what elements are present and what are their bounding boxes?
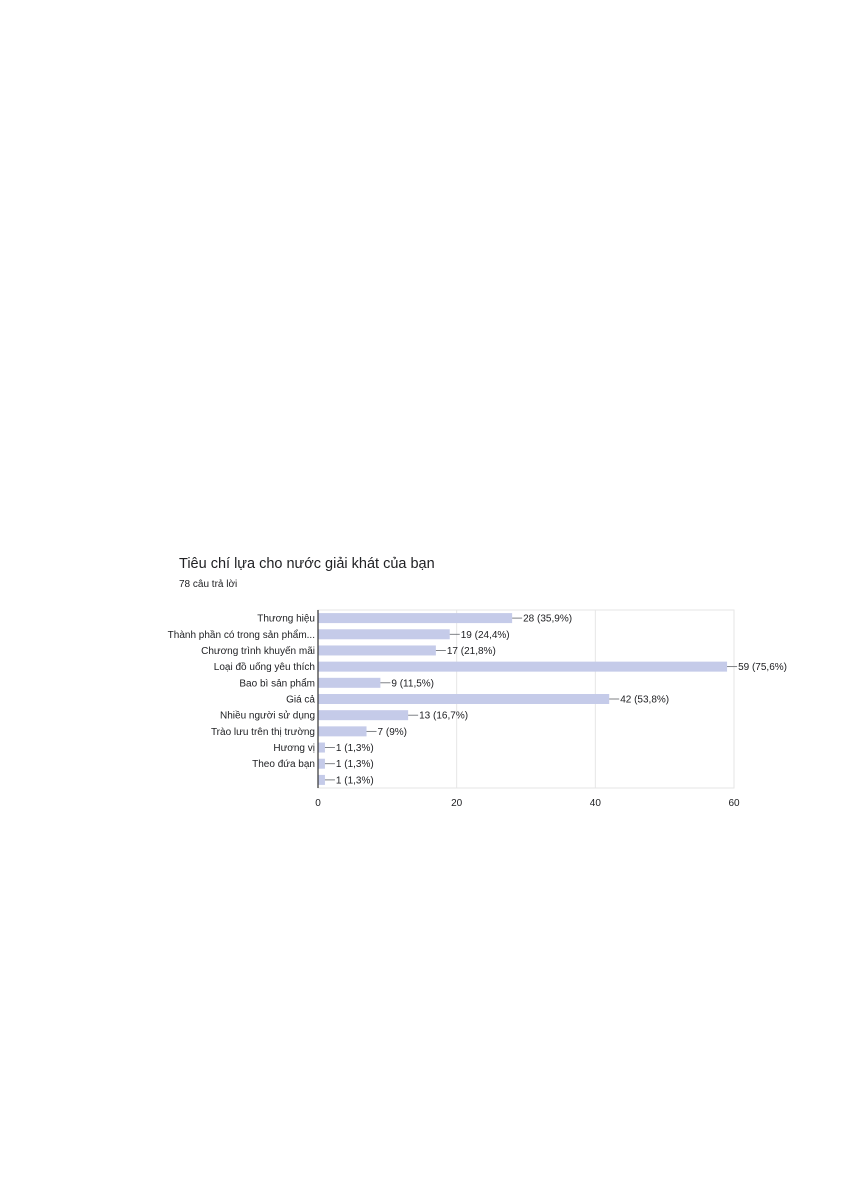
category-label: Theo đứa bạn: [252, 759, 315, 771]
category-label: Chương trình khuyến mãi: [201, 645, 315, 657]
data-label: 1 (1,3%): [335, 775, 374, 787]
data-label: 28 (35,9%): [523, 613, 573, 625]
data-label: 1 (1,3%): [335, 743, 374, 755]
bar: [318, 743, 325, 753]
data-label: 19 (24,4%): [460, 629, 510, 641]
category-label: Thương hiệu: [257, 613, 315, 625]
data-label: 17 (21,8%): [446, 645, 496, 657]
bar: [318, 678, 380, 688]
bar: [318, 629, 450, 639]
category-label: Loại đồ uống yêu thích: [213, 662, 315, 674]
data-label: 42 (53,8%): [620, 694, 670, 706]
bar: [318, 710, 408, 720]
x-tick-label: 40: [589, 798, 601, 809]
category-label: Giá cả: [286, 694, 315, 706]
bar: [318, 662, 727, 672]
x-tick-label: 20: [451, 798, 463, 809]
response-count: 78 câu trả lời: [179, 579, 238, 590]
category-label: Thành phần có trong sản phẩm...: [167, 629, 315, 641]
bar: [318, 726, 367, 736]
category-label: Bao bì sản phẩm: [239, 678, 315, 690]
category-label: Nhiều người sử dụng: [220, 710, 315, 722]
bar: [318, 759, 325, 769]
x-tick-label: 60: [728, 798, 740, 809]
data-label: 9 (11,5%): [391, 678, 435, 690]
category-label: Hương vị: [273, 743, 315, 755]
x-tick-label: 0: [315, 798, 321, 809]
bar: [318, 613, 512, 623]
data-label: 13 (16,7%): [419, 710, 469, 722]
data-label: 7 (9%): [377, 726, 407, 738]
bar: [318, 645, 436, 655]
chart-title: Tiêu chí lựa cho nước giải khát của bạn: [179, 556, 435, 572]
data-label: 1 (1,3%): [335, 759, 374, 771]
bar: [318, 694, 609, 704]
bar: [318, 775, 325, 785]
data-label: 59 (75,6%): [738, 662, 787, 674]
category-label: Trào lưu trên thị trường: [210, 726, 315, 738]
